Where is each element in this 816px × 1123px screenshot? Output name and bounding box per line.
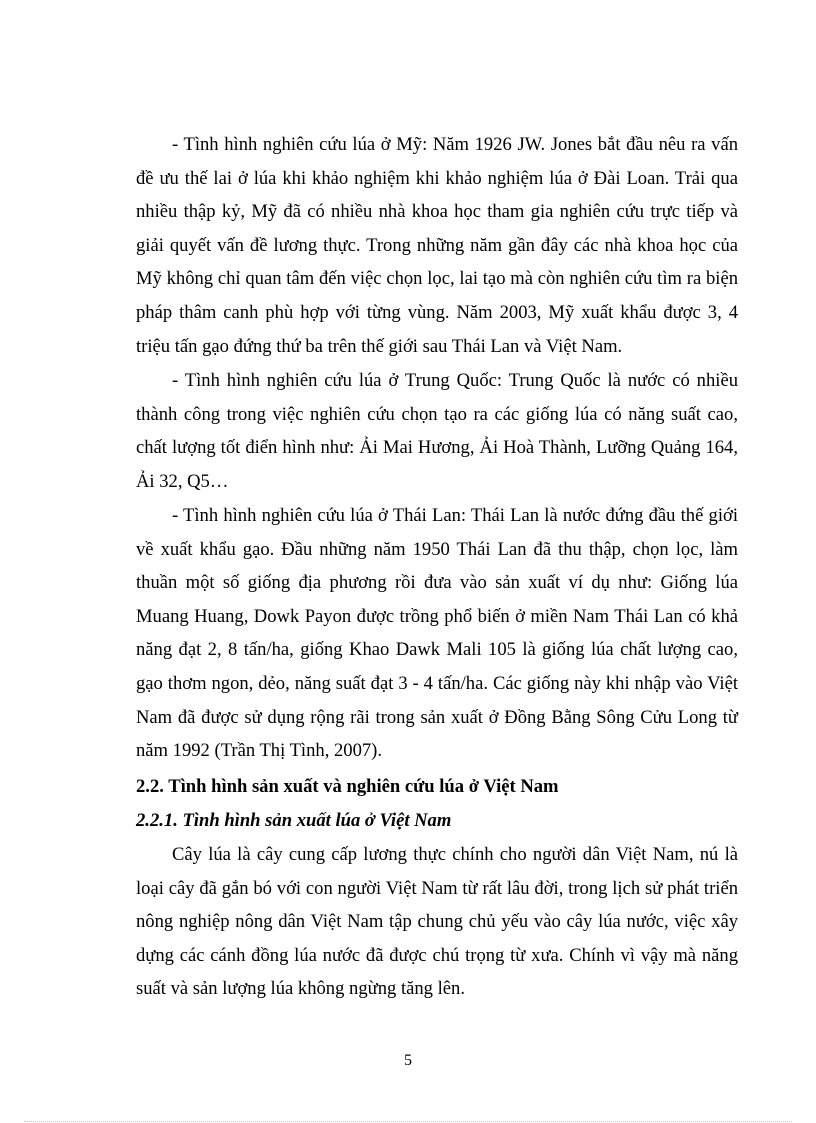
subsection-heading: 2.2.1. Tình hình sản xuất lúa ở Việt Nam [136,810,452,831]
paragraph-usa-rice-research: - Tình hình nghiên cứu lúa ở Mỹ: Năm 1926 JW. Jones bắt đầu nêu ra vấn đề ưu thế lai ở lúa khi khảo nghiệm khi khảo nghiệm lúa ở Đài Loan. Trải qua nhiều thập kỷ, Mỹ đã có nhiều nhà khoa học tham gia nghiên cứu trực tiếp và giải quyết vấn đề lương thực. Trong những năm gần đây các nhà khoa học của Mỹ không chỉ quan tâm đến việc chọn lọc, lai tạo mà còn nghiên cứu tìm ra biện pháp thâm canh phù hợp với từng vùng. Năm 2003, Mỹ xuất khẩu được 3, 4 triệu tấn gạo đứng thứ ba trên thế giới sau Thái Lan và Việt Nam. [136,134,738,357]
page-bottom-border [24,1121,792,1122]
section-heading: 2.2. Tình hình sản xuất và nghiên cứu lúa ở Việt Nam [136,776,559,797]
paragraph-china-rice-research: - Tình hình nghiên cứu lúa ở Trung Quốc: Trung Quốc là nước có nhiều thành công trong việc nghiên cứu chọn tạo ra các giống lúa có năng suất cao, chất lượng tốt điển hình như: Ải Mai Hương, Ải Hoà Thành, Lưỡng Quảng 164, Ải 32, Q5… [136,370,738,492]
paragraph-vietnam-rice-production: Cây lúa là cây cung cấp lương thực chính cho người dân Việt Nam, nú là loại cây đã gắn bó với con người Việt Nam từ rất lâu đời, trong lịch sử phát triển nông nghiệp nông dân Việt Nam tập chung chủ yếu vào cây lúa nước, việc xây dựng các cánh đồng lúa nước đã được chú trọng từ xưa. Chính vì vậy mà năng suất và sản lượng lúa không ngừng tăng lên. [136,844,738,1000]
page-number: 5 [404,1052,412,1069]
paragraph-thailand-rice-research: - Tình hình nghiên cứu lúa ở Thái Lan: Thái Lan là nước đứng đầu thế giới về xuất khẩu gạo. Đầu những năm 1950 Thái Lan đã thu thập, chọn lọc, làm thuần một số giống địa phương rồi đưa vào sản xuất ví dụ như: Giống lúa Muang Huang, Dowk Payon được trồng phổ biến ở miền Nam Thái Lan có khả năng đạt 2, 8 tấn/ha, giống Khao Dawk Mali 105 là giống lúa chất lượng cao, gạo thơm ngon, dẻo, năng suất đạt 3 - 4 tấn/ha. Các giống này khi nhập vào Việt Nam đã được sử dụng rộng rãi trong sản xuất ở Đồng Bằng Sông Cửu Long từ năm 1992 (Trần Thị Tình, 2007). [136,505,738,762]
